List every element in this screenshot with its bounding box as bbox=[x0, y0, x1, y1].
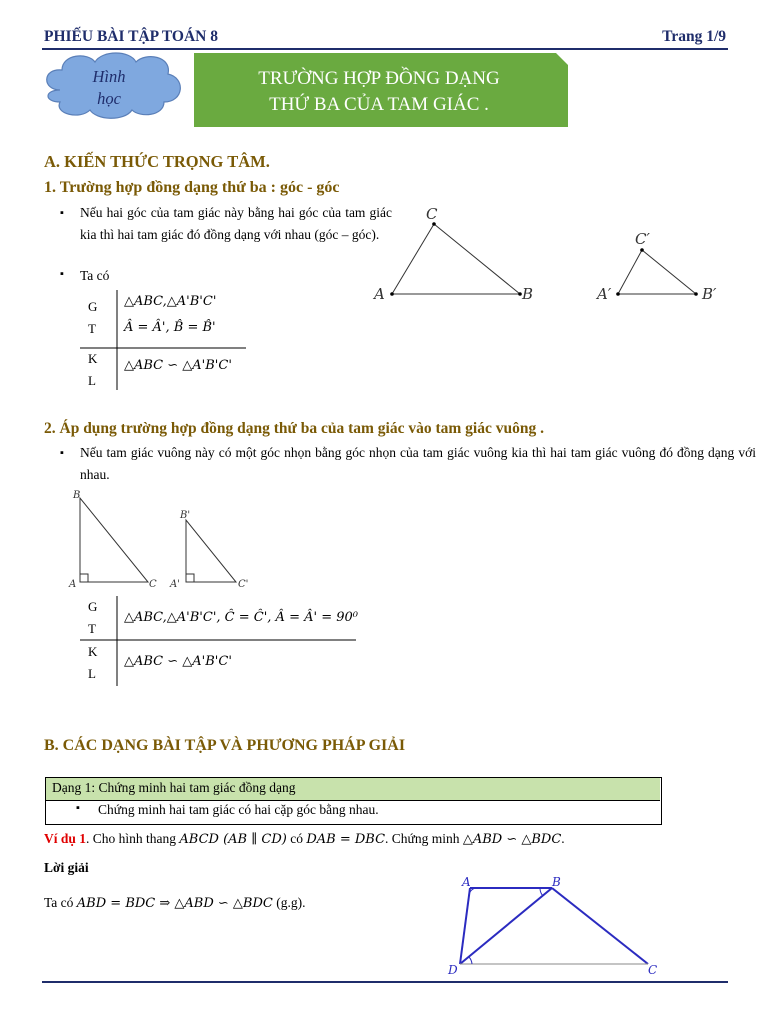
gt-kl-table-2 bbox=[80, 594, 360, 688]
example-text-4: . bbox=[561, 831, 565, 846]
worksheet-title: PHIẾU BÀI TẬP TOÁN 8 bbox=[44, 28, 218, 45]
trap-label-d: D bbox=[448, 963, 458, 977]
angle-mark-abd bbox=[540, 888, 543, 896]
kl-line-1: △ABC ∽ △A'B'C' bbox=[124, 358, 232, 373]
right-triangles-figure bbox=[64, 486, 264, 592]
section-a-heading: A. KIẾN THỨC TRỌNG TÂM. bbox=[44, 152, 270, 171]
label-a: A bbox=[374, 285, 385, 303]
edge-bc bbox=[552, 888, 648, 964]
point-c-prime bbox=[640, 248, 644, 252]
kl-label-2: K L bbox=[88, 644, 98, 681]
section-b-heading: B. CÁC DẠNG BÀI TẬP VÀ PHƯƠNG PHÁP GIẢI bbox=[44, 737, 406, 754]
rt-label-c: C bbox=[149, 579, 157, 590]
kl-label-1: K L bbox=[88, 351, 98, 388]
gt-line-2: Â = Â', B̂ = B̂' bbox=[124, 320, 216, 335]
edge-ad bbox=[460, 888, 470, 964]
gt-label-1: G T bbox=[88, 299, 98, 336]
example-math-1: ABCD (AB ∥ CD) bbox=[179, 832, 287, 847]
rt-label-b: B bbox=[73, 490, 81, 501]
label-b: B bbox=[522, 285, 534, 303]
trap-label-c: C bbox=[648, 963, 658, 977]
similar-triangles-figure bbox=[368, 200, 728, 310]
cloud-line-2: học bbox=[97, 89, 121, 108]
solution-line bbox=[44, 895, 305, 911]
page-number: Trang 1/9 bbox=[662, 28, 726, 45]
dang-1-method: ▪ Chứng minh hai tam giác có hai cặp góc bằng nhau. bbox=[76, 802, 379, 818]
rt-label-b-prime: B' bbox=[180, 510, 191, 521]
footer-divider bbox=[42, 981, 728, 983]
rt-label-a-prime: A' bbox=[170, 579, 180, 590]
point-b-prime bbox=[694, 292, 698, 296]
example-1 bbox=[44, 831, 565, 847]
subsection-1-heading: 1. Trường hợp đồng dạng thứ ba : góc - góc bbox=[44, 179, 340, 196]
lesson-title-line-1: TRƯỜNG HỢP ĐỒNG DẠNG bbox=[258, 68, 500, 89]
example-text-1: . Cho hình thang bbox=[86, 831, 180, 846]
trap-label-b: B bbox=[552, 875, 561, 889]
example-text-3: . Chứng minh bbox=[385, 831, 463, 846]
rt-label-a: A bbox=[69, 579, 77, 590]
ta-co-bullet: ▪ Ta có bbox=[44, 268, 109, 284]
gt-label-2: G T bbox=[88, 599, 98, 636]
point-a bbox=[390, 292, 394, 296]
example-text-2: có bbox=[286, 831, 307, 846]
cloud-line-1: Hình bbox=[92, 67, 126, 86]
theorem-bullet: ▪ Nếu hai góc của tam giác này bằng hai góc của tam giác kia thì hai tam giác đó đồng dạng với nhau (góc – góc). bbox=[44, 202, 392, 246]
cloud-label bbox=[64, 66, 154, 110]
angle-mark-bdc bbox=[469, 957, 472, 964]
banner-corner bbox=[556, 53, 570, 67]
example-math-2: DAB = DBC bbox=[306, 832, 386, 847]
point-a-prime bbox=[616, 292, 620, 296]
diagonal-bd bbox=[460, 888, 552, 964]
dang-1-title: Dạng 1: Chứng minh hai tam giác đồng dạng bbox=[52, 780, 296, 795]
solution-label: Lời giải bbox=[44, 860, 89, 875]
example-label: Ví dụ 1 bbox=[44, 831, 87, 846]
label-c: C bbox=[426, 205, 438, 223]
trap-label-a: A bbox=[462, 875, 471, 889]
solution-text-1: Ta có bbox=[44, 895, 77, 910]
gt-line-1: △ABC,△A'B'C' bbox=[124, 294, 217, 309]
label-b-prime: B′ bbox=[702, 285, 717, 303]
gt-line-2b: △ABC,△A'B'C', Ĉ = Ĉ', Â = Â' = 90⁰ bbox=[124, 610, 358, 625]
label-c-prime: C′ bbox=[635, 230, 650, 248]
right-triangle-bullet: ▪ Nếu tam giác vuông này có một góc nhọn bằng góc nhọn của tam giác vuông kia thì hai tam giác vuông đó đồng dạng với nhau. bbox=[44, 442, 756, 486]
kl-line-2: △ABC ∽ △A'B'C' bbox=[124, 654, 232, 669]
subsection-2-heading: 2. Áp dụng trường hợp đồng dạng thứ ba của tam giác vào tam giác vuông . bbox=[44, 420, 544, 437]
trapezoid-figure bbox=[440, 872, 670, 978]
example-math-3: △ABD ∽ △BDC bbox=[462, 832, 562, 847]
solution-math: ABD = BDC ⇒ △ABD ∽ △BDC bbox=[76, 896, 273, 911]
lesson-title-line-2: THỨ BA CỦA TAM GIÁC . bbox=[269, 94, 489, 115]
solution-text-2: (g.g). bbox=[272, 895, 306, 910]
lesson-title bbox=[194, 66, 564, 118]
rt-label-c-prime: C' bbox=[238, 579, 249, 590]
label-a-prime: A′ bbox=[597, 285, 612, 303]
